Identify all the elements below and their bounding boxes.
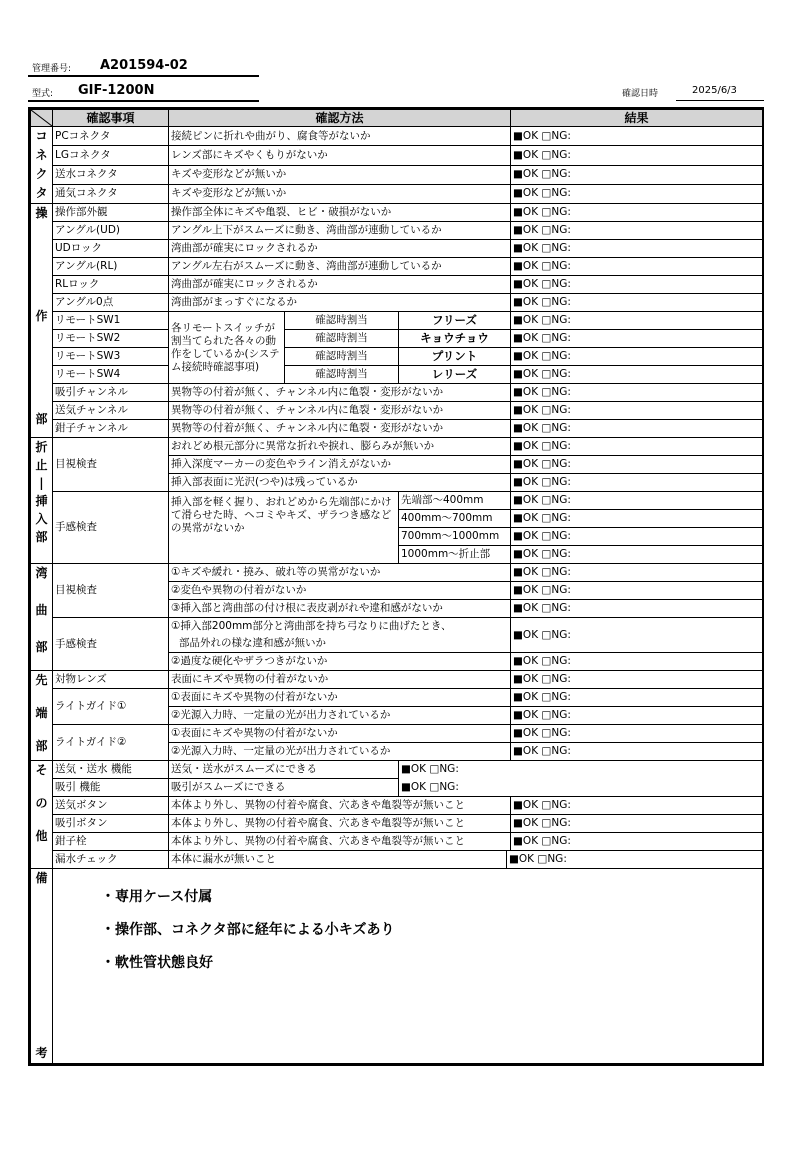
result-cell[interactable]: ■OK □NG: (511, 600, 763, 618)
result-cell[interactable]: ■OK □NG: (399, 779, 763, 797)
result-cell[interactable]: ■OK □NG: (507, 851, 763, 869)
inspection-table (30, 109, 763, 1064)
remote-function: キョウチョウ (399, 330, 511, 348)
result-cell[interactable]: ■OK □NG: (511, 474, 763, 492)
table-row (31, 276, 763, 294)
table-row (31, 689, 763, 707)
method-text: 操作部全体にキズや亀裂、ヒビ・破損がないか (169, 204, 511, 222)
method-text: 本体に漏水が無いこと (169, 851, 507, 869)
item-label: リモートSW4 (53, 366, 169, 384)
item-label: UDロック (53, 240, 169, 258)
method-text: 送気・送水がスムーズにできる (169, 761, 399, 779)
header-method: 確認方法 (169, 110, 511, 127)
bending-visual-label: 目視検査 (53, 564, 169, 618)
method-text: 異物等の付着が無く、チャンネル内に亀裂・変形がないか (169, 420, 511, 438)
table-row (31, 240, 763, 258)
category-remarks: 備 考 (31, 869, 53, 1064)
model-underline (28, 100, 259, 102)
header-result: 結果 (511, 110, 763, 127)
item-label: 送気チャンネル (53, 402, 169, 420)
result-cell[interactable]: ■OK □NG: (511, 258, 763, 276)
result-cell[interactable]: ■OK □NG: (511, 797, 763, 815)
result-cell[interactable]: ■OK □NG: (511, 582, 763, 600)
table-row (31, 165, 763, 184)
method-text: 接続ピンに折れや曲がり、腐食等がないか (169, 127, 511, 146)
table-row (31, 330, 763, 348)
remark-item: ・専用ケース付属 (101, 889, 213, 905)
method-text: ①キズや緩れ・撓み、破れ等の異常がないか (169, 564, 511, 582)
result-cell[interactable]: ■OK □NG: (511, 689, 763, 707)
item-label: 通気コネクタ (53, 184, 169, 203)
control-number-underline (28, 75, 259, 77)
method-text: キズや変形などが無いか (169, 165, 511, 184)
insertion-range: 400mm～700mm (399, 510, 511, 528)
result-cell[interactable]: ■OK □NG: (511, 276, 763, 294)
result-cell[interactable]: ■OK □NG: (511, 384, 763, 402)
result-cell[interactable]: ■OK □NG: (511, 653, 763, 671)
method-text: 挿入部表面に光沢(つや)は残っているか (169, 474, 511, 492)
table-row (31, 779, 763, 797)
control-number-label: 管理番号: (32, 64, 72, 74)
table-row (31, 833, 763, 851)
item-label: 鉗子チャンネル (53, 420, 169, 438)
table-row (31, 127, 763, 146)
table-row (31, 184, 763, 203)
remark-item: ・軟性管状態良好 (101, 955, 213, 971)
remarks-list (53, 869, 762, 970)
item-label: PCコネクタ (53, 127, 169, 146)
item-label: 漏水チェック (53, 851, 169, 869)
item-label: LGコネクタ (53, 146, 169, 165)
method-text: ①挿入部200mm部分と湾曲部を持ち弓なりに曲げたとき、 (169, 618, 511, 636)
item-label: アングル0点 (53, 294, 169, 312)
item-label: 送気ボタン (53, 797, 169, 815)
method-text: ②光源入力時、一定量の光が出力されているか (169, 743, 511, 761)
category-connector: コ ネ ク タ (31, 127, 53, 204)
result-cell[interactable]: ■OK □NG: (511, 707, 763, 725)
table-row (31, 222, 763, 240)
result-cell[interactable]: ■OK □NG: (511, 204, 763, 222)
remote-function: プリント (399, 348, 511, 366)
item-label: 対物レンズ (53, 671, 169, 689)
table-row (31, 761, 763, 779)
category-tip: 先 端 部 (31, 671, 53, 761)
table-row (31, 312, 763, 330)
method-text: 表面にキズや異物の付着がないか (169, 671, 511, 689)
table-row (31, 492, 763, 510)
method-text: 異物等の付着が無く、チャンネル内に亀裂・変形がないか (169, 384, 511, 402)
table-row (31, 258, 763, 276)
control-number-value: A201594-02 (100, 58, 188, 73)
result-cell[interactable]: ■OK □NG: (511, 671, 763, 689)
method-text: 湾曲部が確実にロックされるか (169, 240, 511, 258)
method-text: 湾曲部が確実にロックされるか (169, 276, 511, 294)
check-date-underline (676, 100, 764, 101)
result-cell[interactable]: ■OK □NG: (399, 761, 763, 779)
item-label: 送水コネクタ (53, 165, 169, 184)
table-row (31, 204, 763, 222)
result-cell[interactable]: ■OK □NG: (511, 184, 763, 203)
remote-assign: 確認時割当 (285, 348, 399, 366)
category-insertion: 折 止 | 挿 入 部 (31, 438, 53, 564)
model-label: 型式: (32, 89, 54, 99)
result-cell[interactable]: ■OK □NG: (511, 222, 763, 240)
method-text: 本体より外し、異物の付着や腐食、穴あきや亀裂等が無いこと (169, 833, 511, 851)
remarks-row (31, 869, 763, 1064)
table-row (31, 420, 763, 438)
result-cell[interactable]: ■OK □NG: (511, 833, 763, 851)
result-cell[interactable]: ■OK □NG: (511, 438, 763, 456)
table-row (31, 797, 763, 815)
item-label: リモートSW1 (53, 312, 169, 330)
item-label: 吸引チャンネル (53, 384, 169, 402)
item-label: ライトガイド② (53, 725, 169, 761)
remote-assign: 確認時割当 (285, 330, 399, 348)
table-row (31, 348, 763, 366)
model-value: GIF-1200N (78, 83, 155, 98)
header-diagonal-cell (31, 110, 53, 127)
method-text: キズや変形などが無いか (169, 184, 511, 203)
table-row (31, 146, 763, 165)
method-text: 挿入深度マーカーの変色やライン消えがないか (169, 456, 511, 474)
category-other: そ の 他 (31, 761, 53, 869)
category-operation: 操 作 部 (31, 204, 53, 438)
method-text: レンズ部にキズやくもりがないか (169, 146, 511, 165)
item-label: リモートSW3 (53, 348, 169, 366)
item-label: RLロック (53, 276, 169, 294)
table-row (31, 402, 763, 420)
method-text: おれどめ根元部分に異常な折れや捩れ、膨らみが無いか (169, 438, 511, 456)
result-cell[interactable]: ■OK □NG: (511, 815, 763, 833)
result-cell[interactable]: ■OK □NG: (511, 725, 763, 743)
result-cell[interactable]: ■OK □NG: (511, 366, 763, 384)
result-cell[interactable]: ■OK □NG: (511, 564, 763, 582)
table-row (31, 671, 763, 689)
remote-function: フリーズ (399, 312, 511, 330)
method-text: ①表面にキズや異物の付着がないか (169, 725, 511, 743)
check-date-label: 確認日時 (622, 89, 659, 99)
insertion-tactile-label: 手感検査 (53, 492, 169, 564)
remote-function: レリーズ (399, 366, 511, 384)
header-item: 確認事項 (53, 110, 169, 127)
table-row (31, 618, 763, 636)
table-row (31, 564, 763, 582)
method-text: アングル左右がスムーズに動き、湾曲部が連動しているか (169, 258, 511, 276)
insertion-range: 700mm～1000mm (399, 528, 511, 546)
method-text: アングル上下がスムーズに動き、湾曲部が連動しているか (169, 222, 511, 240)
item-label: アングル(UD) (53, 222, 169, 240)
item-label: アングル(RL) (53, 258, 169, 276)
method-text: 湾曲部がまっすぐになるか (169, 294, 511, 312)
result-cell[interactable]: ■OK □NG: (511, 618, 763, 653)
table-row (31, 725, 763, 743)
result-cell[interactable]: ■OK □NG: (511, 492, 763, 510)
result-cell[interactable]: ■OK □NG: (511, 240, 763, 258)
insertion-tactile-description: 挿入部を軽く握り、おれどめから先端部にかけて滑らせた時、ヘコミやキズ、ザラつき感などの異常がないか (169, 492, 399, 564)
method-text: 部品外れの様な違和感が無いか (169, 635, 511, 653)
category-bending: 湾 曲 部 (31, 564, 53, 671)
remarks-cell (53, 869, 763, 1064)
remark-item: ・操作部、コネクタ部に経年による小キズあり (101, 922, 395, 938)
result-cell[interactable]: ■OK □NG: (511, 510, 763, 528)
method-text: ③挿入部と湾曲部の付け根に表皮剥がれや違和感がないか (169, 600, 511, 618)
item-label: 吸引ボタン (53, 815, 169, 833)
method-text: ②変色や異物の付着がないか (169, 582, 511, 600)
result-cell[interactable]: ■OK □NG: (511, 528, 763, 546)
remote-switch-description: 各リモートスイッチが割当てられた各々の動作をしているか(システム接続時確認事項) (169, 312, 285, 384)
insertion-range: 先端部～400mm (399, 492, 511, 510)
table-row (31, 384, 763, 402)
table-row (31, 438, 763, 456)
inspection-sheet (28, 107, 764, 1066)
result-cell[interactable]: ■OK □NG: (511, 348, 763, 366)
item-label: 送気・送水 機能 (53, 761, 169, 779)
result-cell[interactable]: ■OK □NG: (511, 420, 763, 438)
table-row (31, 366, 763, 384)
item-label: ライトガイド① (53, 689, 169, 725)
method-text: 異物等の付着が無く、チャンネル内に亀裂・変形がないか (169, 402, 511, 420)
remote-assign: 確認時割当 (285, 312, 399, 330)
item-label: 吸引 機能 (53, 779, 169, 797)
bending-tactile-label: 手感検査 (53, 618, 169, 671)
method-text: ②過度な硬化やザラつきがないか (169, 653, 511, 671)
table-row (31, 294, 763, 312)
result-cell[interactable]: ■OK □NG: (511, 743, 763, 761)
item-label: 鉗子栓 (53, 833, 169, 851)
insertion-visual-label: 目視検査 (53, 438, 169, 492)
result-cell[interactable]: ■OK □NG: (511, 456, 763, 474)
result-cell[interactable]: ■OK □NG: (511, 127, 763, 146)
method-text: ②光源入力時、一定量の光が出力されているか (169, 707, 511, 725)
insertion-range: 1000mm～折止部 (399, 546, 511, 564)
check-date-value: 2025/6/3 (692, 85, 737, 96)
result-cell[interactable]: ■OK □NG: (511, 146, 763, 165)
method-text: 本体より外し、異物の付着や腐食、穴あきや亀裂等が無いこと (169, 797, 511, 815)
diagonal-line (31, 110, 52, 126)
result-cell[interactable]: ■OK □NG: (511, 294, 763, 312)
method-text: ①表面にキズや異物の付着がないか (169, 689, 511, 707)
table-row (31, 851, 763, 869)
result-cell[interactable]: ■OK □NG: (511, 165, 763, 184)
table-header-row (31, 110, 763, 127)
method-text: 吸引がスムーズにできる (169, 779, 399, 797)
method-text: 本体より外し、異物の付着や腐食、穴あきや亀裂等が無いこと (169, 815, 511, 833)
item-label: リモートSW2 (53, 330, 169, 348)
result-cell[interactable]: ■OK □NG: (511, 546, 763, 564)
result-cell[interactable]: ■OK □NG: (511, 402, 763, 420)
result-cell[interactable]: ■OK □NG: (511, 330, 763, 348)
remote-assign: 確認時割当 (285, 366, 399, 384)
result-cell[interactable]: ■OK □NG: (511, 312, 763, 330)
table-row (31, 815, 763, 833)
item-label: 操作部外観 (53, 204, 169, 222)
